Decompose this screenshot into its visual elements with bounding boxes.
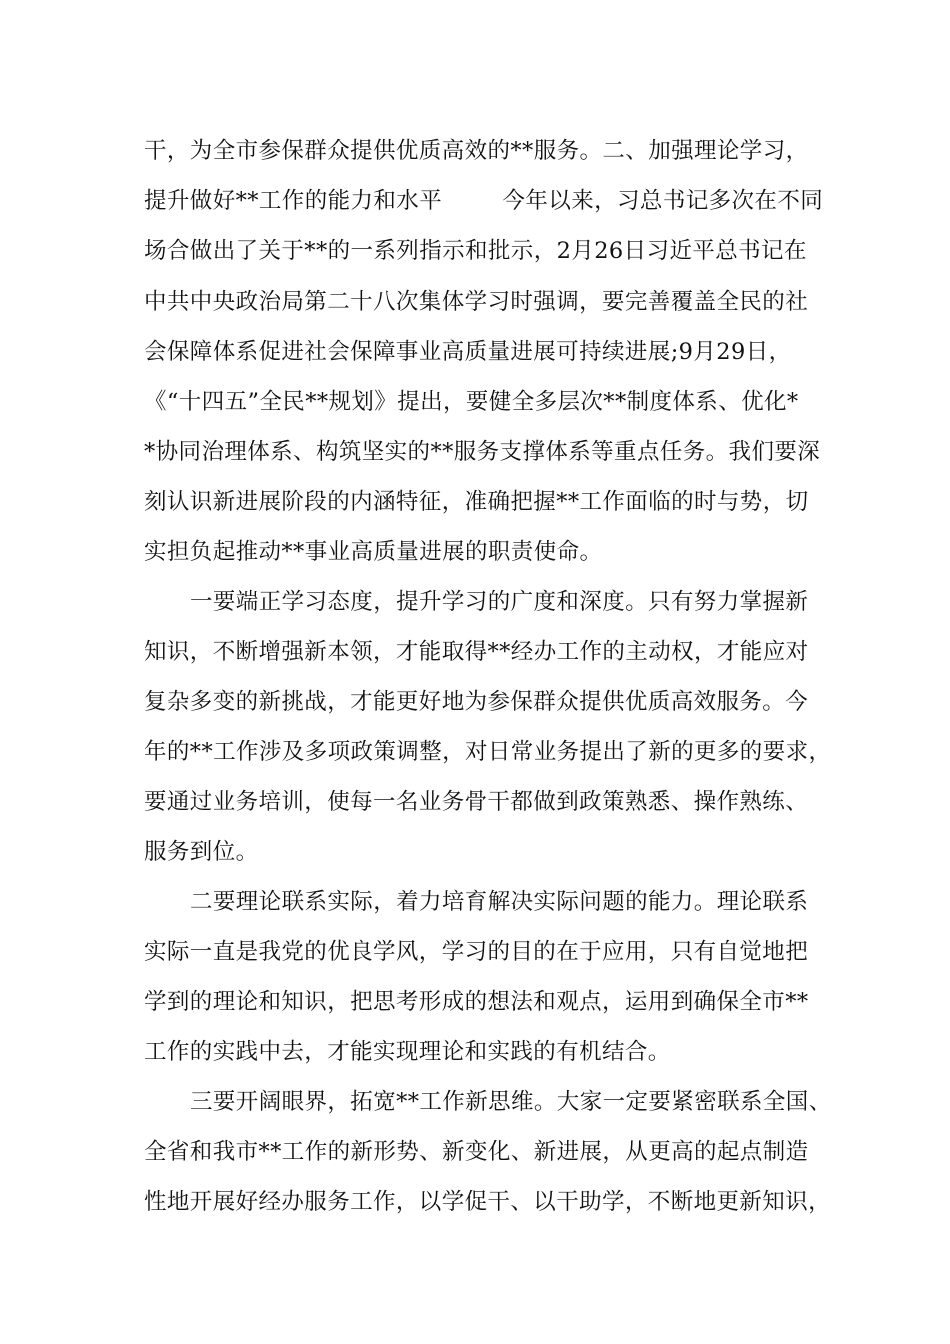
text-line: 《“十四五”全民**规划》提出，要健全多层次**制度体系、优化* — [144, 389, 799, 415]
text-line: 中共中央政治局第二十八次集体学习时强调，要完善覆盖全民的社 — [144, 289, 809, 315]
text-line: 知识，不断增强新本领，才能取得**经办工作的主动权，才能应对 — [144, 639, 809, 665]
paragraph-first-line: 一要端正学习态度，提升学习的广度和深度。只有努力掌握新 — [190, 589, 809, 615]
text-line: 年的**工作涉及多项政策调整，对日常业务提出了新的更多的要求， — [144, 739, 832, 765]
text-line: 工作的实践中去，才能实现理论和实践的有机结合。 — [144, 1039, 671, 1065]
text-line: 服务到位。 — [144, 839, 259, 865]
paragraph-first-line: 二要理论联系实际，着力培育解决实际问题的能力。理论联系 — [190, 889, 809, 915]
text-line: 实担负起推动**事业高质量进展的职责使命。 — [144, 539, 603, 565]
paragraph-first-line: 三要开阔眼界，拓宽**工作新思维。大家一定要紧密联系全国、 — [190, 1089, 832, 1115]
text-line: 要通过业务培训，使每一名业务骨干都做到政策熟悉、操作熟练、 — [144, 789, 809, 815]
text-line: 会保障体系促进社会保障事业高质量进展可持续进展;9月29日， — [144, 339, 792, 365]
text-line: 全省和我市**工作的新形势、新变化、新进展，从更高的起点制造 — [144, 1139, 809, 1165]
text-line: 提升做好**工作的能力和水平 今年以来，习总书记多次在不同 — [144, 188, 824, 214]
text-line: 复杂多变的新挑战，才能更好地为参保群众提供优质高效服务。今 — [144, 689, 809, 715]
text-line: 性地开展好经办服务工作，以学促干、以干助学，不断地更新知识， — [144, 1189, 832, 1215]
text-line: 场合做出了关于**的一系列指示和批示，2月26日习近平总书记在 — [144, 238, 807, 264]
text-line: 干，为全市参保群众提供优质高效的**服务。二、加强理论学习， — [144, 138, 809, 164]
text-line: 刻认识新进展阶段的内涵特征，准确把握**工作面临的时与势，切 — [144, 489, 809, 515]
text-line: 实际一直是我党的优良学风，学习的目的在于应用，只有自觉地把 — [144, 939, 809, 965]
text-line: 学到的理论和知识，把思考形成的想法和观点，运用到确保全市** — [144, 989, 809, 1015]
text-line: *协同治理体系、构筑坚实的**服务支撑体系等重点任务。我们要深 — [144, 439, 821, 465]
